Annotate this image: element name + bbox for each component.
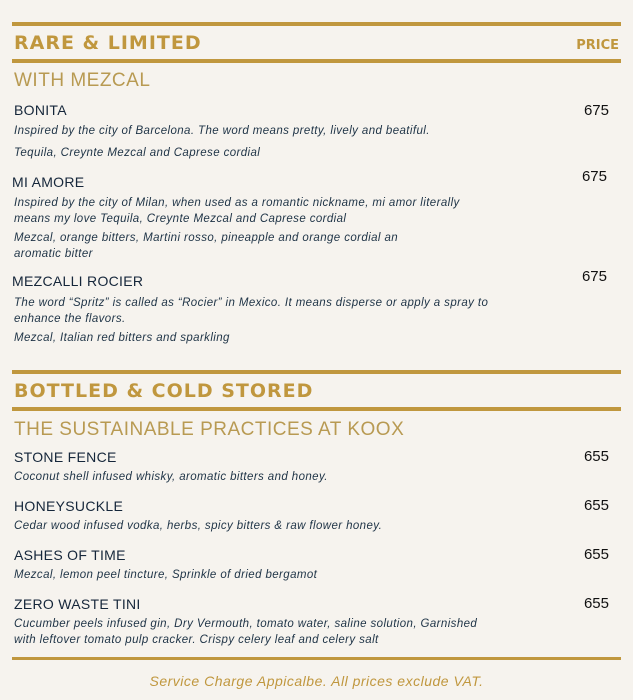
- divider: [12, 22, 621, 26]
- item-price: 655: [583, 595, 609, 612]
- item-description: Cedar wood infused vodka, herbs, spicy bitters & raw flower honey.: [14, 520, 383, 532]
- item-price: 655: [583, 448, 609, 465]
- item-price: 675: [583, 102, 609, 119]
- item-name: ZERO WASTE TINI: [14, 596, 141, 612]
- section-subtitle: THE SUSTAINABLE PRACTICES AT KOOX: [14, 419, 405, 440]
- item-description: Inspired by the city of Milan, when used as a romantic nickname, mi amor literally means my love Tequila, Creynte Mezcal and Caprese cordial: [14, 197, 460, 225]
- item-price: 655: [583, 546, 609, 563]
- item-description: Inspired by the city of Barcelona. The word means pretty, lively and beatiful.: [14, 125, 430, 137]
- item-name: ASHES OF TIME: [14, 547, 126, 563]
- item-description: Coconut shell infused whisky, aromatic bitters and honey.: [14, 471, 328, 483]
- section-title: RARE & LIMITED: [14, 32, 202, 54]
- item-ingredients: Mezcal, orange bitters, Martini rosso, pineapple and orange cordial an aromatic bitter: [14, 232, 399, 260]
- item-name: STONE FENCE: [14, 449, 117, 465]
- item-name: MI AMORE: [12, 174, 85, 190]
- price-header: PRICE: [576, 38, 619, 53]
- divider: [12, 370, 621, 374]
- divider: [12, 59, 621, 63]
- divider: [12, 657, 621, 660]
- section-subtitle: WITH MEZCAL: [14, 70, 151, 91]
- item-ingredients: Tequila, Creynte Mezcal and Caprese cordial: [14, 147, 261, 159]
- divider: [12, 407, 621, 411]
- section-title: BOTTLED & COLD STORED: [14, 380, 314, 402]
- item-price: 655: [583, 497, 609, 514]
- item-name: MEZCALLI ROCIER: [12, 273, 144, 289]
- item-description: The word “Spritz” is called as “Rocier” in Mexico. It means disperse or apply a spray to enhance the flavors.: [14, 297, 489, 325]
- item-price: 675: [581, 268, 607, 285]
- item-description: Cucumber peels infused gin, Dry Vermouth, tomato water, saline solution, Garnished with leftover tomato pulp cracker. Crispy celery leaf and celery salt: [14, 618, 478, 646]
- footer-note: Service Charge Appicalbe. All prices exclude VAT.: [149, 673, 484, 689]
- item-price: 675: [581, 168, 607, 185]
- item-ingredients: Mezcal, Italian red bitters and sparkling: [14, 332, 230, 344]
- item-name: BONITA: [14, 102, 67, 118]
- item-description: Mezcal, lemon peel tincture, Sprinkle of dried bergamot: [14, 569, 318, 581]
- item-name: HONEYSUCKLE: [14, 498, 124, 514]
